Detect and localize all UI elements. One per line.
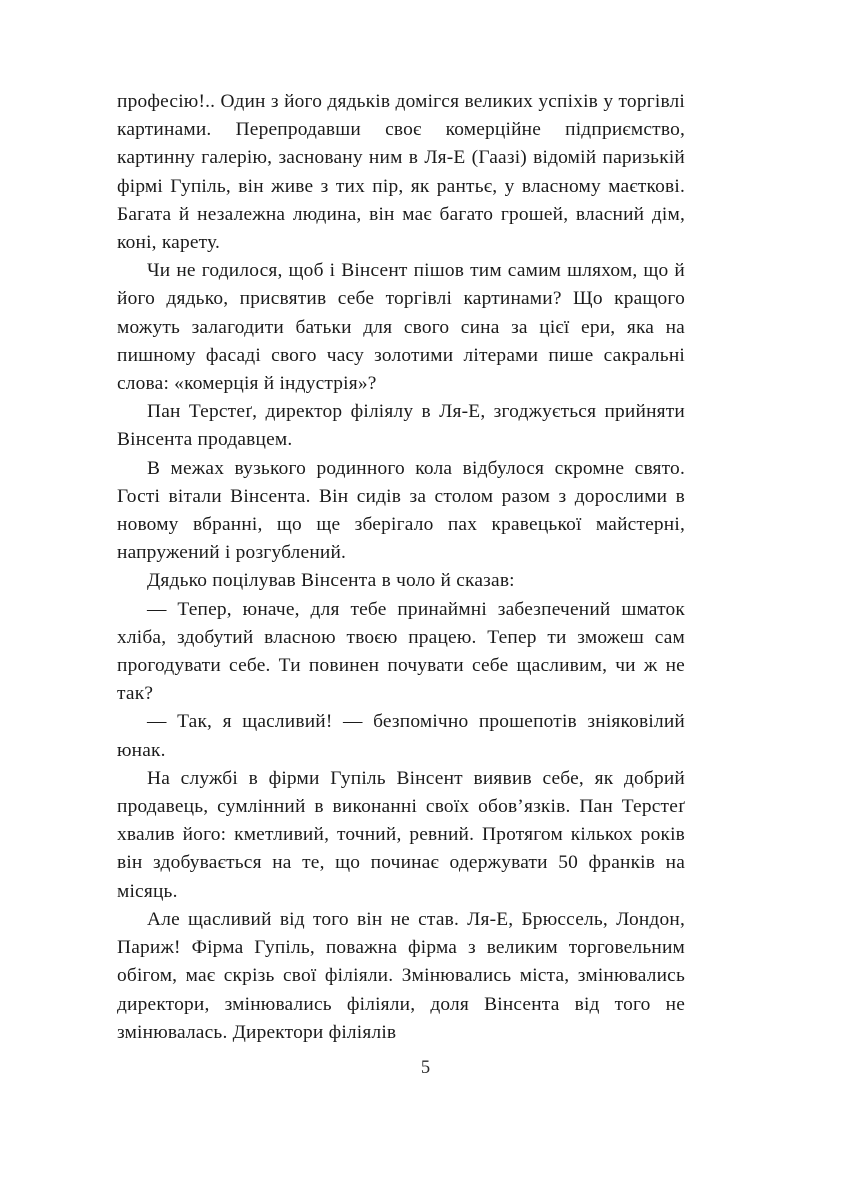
paragraph: Чи не годилося, щоб і Вінсент пішов тим самим шляхом, що й його дядько, присвятив себе торгівлі картинами? Що кращого можуть залагодити батьки для свого сина за цієї ери, яка на пишному фасаді свого часу золотими літерами пише сакральні слова: «комерція й індустрія»? xyxy=(117,260,685,395)
page-number: 5 xyxy=(420,1058,431,1078)
paragraph: Але щасливий від того він не став. Ля-Е, Брюссель, Лондон, Париж! Фірма Гупіль, поважна фірма з великим торговельним обігом, має скрізь свої філіяли. Змінювались міста, змінювались директори, змінювались філіяли, доля Вінсента від того не змінювалась. Директори філіялів xyxy=(117,908,685,1043)
dialogue-paragraph: — Так, я щасливий! — безпомічно прошепотів зніяковілий юнак. xyxy=(117,711,685,761)
dialogue-paragraph: — Тепер, юначе, для тебе принаймні забезпечений шматок хліба, здобутий власною твоєю працею. Тепер ти зможеш сам прогодувати себе. Ти повинен почувати себе щасливим, чи ж не так? xyxy=(117,598,685,705)
paragraph: В межах вузького родинного кола відбулося скромне свято. Гості вітали Вінсента. Він сидів за столом разом з дорослими в новому вбранні, що ще зберігало пах кравецької майстерні, напружений і розгублений. xyxy=(117,457,685,564)
body-text-block xyxy=(117,88,685,1047)
paragraph: На службі в фірми Гупіль Вінсент виявив себе, як добрий продавець, сумлінний в виконанні своїх обов’язків. Пан Терстеґ хвалив його: кметливий, точний, ревний. Протягом кількох років він здобувається на те, що починає одержувати 50 франків на місяць. xyxy=(117,767,685,902)
paragraph: Пан Терстеґ, директор філіялу в Ля-Е, згоджується прийняти Вінсента продавцем. xyxy=(117,401,685,451)
paragraph: Дядько поцілував Вінсента в чоло й сказав: xyxy=(147,570,515,592)
paragraph: професію!.. Один з його дядьків домігся великих успіхів у торгівлі картинами. Перепродавши своє комерційне підприємство, картинну галерію, засновану ним в Ля-Е (Гаазі) відомій паризькій фірмі Гупіль, він живе з тих пір, як рантьє, у власному маєткові. Багата й незалежна людина, він має багато грошей, власний дім, коні, карету. xyxy=(117,91,685,254)
